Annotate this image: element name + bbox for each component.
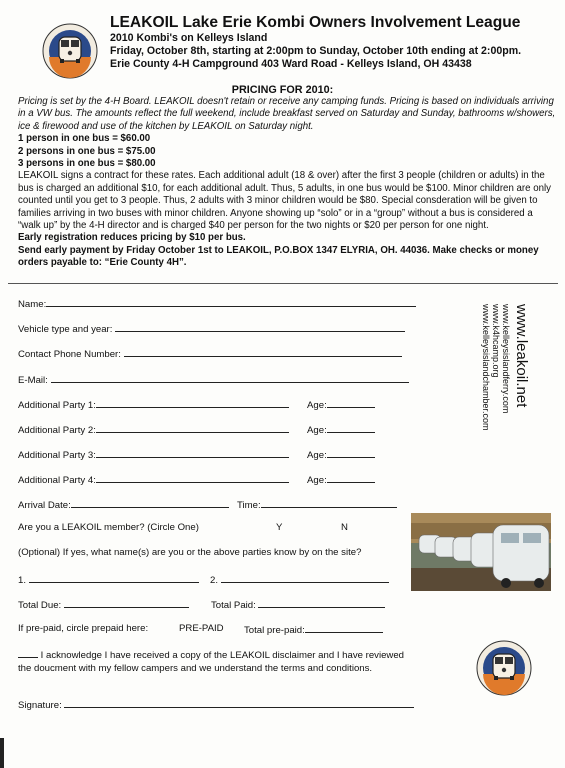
arrival-row [18,498,229,511]
header [110,14,555,71]
total-due-field[interactable] [64,598,189,608]
website-4h-camp[interactable]: www.k4hcamp.org [491,304,501,378]
party-3-field[interactable] [96,448,289,458]
total-prepaid-field[interactable] [305,623,383,633]
email-row [18,373,409,386]
divider [8,283,558,284]
pricing-details: LEAKOIL signs a contract for these rates. Each additional adult (18 & over) after the first 3 people (children or adults) in the bus is charged an additional $10, for each additional adult. Thus, 5 adults, in one bus would be $100. Minor children are only counted until you get to 3 people. Thus, 2 adults with 3 minor children would be $80. Special consderation will be given to families arriving in two buses with minor children. Anyone showing up “solo” or in a “group” without a bus is considered a “walk up” by the 4-H director and is charged $40 per person for the two nights or $20 per person for one night. [18,170,551,232]
phone-row [18,347,402,360]
acknowledgement [18,648,408,675]
member-yes-option[interactable]: Y [276,522,283,533]
event-location: Erie County 4-H Campground 403 Ward Road - Kelleys Island, OH 43438 [110,58,472,70]
signature-row [18,698,414,711]
site-name-1-field[interactable] [29,573,199,583]
scan-edge [0,738,4,768]
party-3-age-field[interactable] [327,448,375,458]
total-due-label: Total Due: [18,600,62,611]
price-tier-2: 2 persons in one bus = $75.00 [18,145,156,157]
party-2-label: Additional Party 2: [18,425,96,436]
time-label: Time: [237,500,261,511]
party-1-row [18,398,289,411]
party-2-row [18,423,289,436]
name-row [18,297,416,310]
party-1-label: Additional Party 1: [18,400,96,411]
pricing-heading: PRICING FOR 2010: [231,84,334,96]
leakoil-logo-top [42,23,98,79]
age-label: Age: [307,425,327,436]
party-1-field[interactable] [96,398,289,408]
total-paid-label: Total Paid: [211,600,256,611]
vw-buses-photo [411,513,551,591]
party-3-age [307,448,375,461]
time-field[interactable] [261,498,397,508]
payment-instructions: Send early payment by Friday October 1st to LEAKOIL, P.O.BOX 1347 ELYRIA, OH. 44036. Make checks or money orders payable to: “Erie County 4H”. [18,244,539,269]
party-4-age [307,473,375,486]
party-4-field[interactable] [96,473,289,483]
age-label: Age: [307,400,327,411]
site-name-2-row [210,573,389,586]
party-1-age [307,398,375,411]
leakoil-logo-bottom [476,640,532,696]
price-tier-3: 3 persons in one bus = $80.00 [18,158,156,170]
price-tier-1: 1 person in one bus = $60.00 [18,133,151,145]
website-main[interactable]: www.leakoil.net [513,304,530,408]
event-dates: Friday, October 8th, starting at 2:00pm to Sunday, October 10th ending at 2:00pm. [110,45,522,57]
vw-buses-image [411,513,551,591]
age-label: Age: [307,450,327,461]
name-field[interactable] [46,297,416,307]
vw-bus-logo-icon [476,640,532,696]
vw-bus-logo-icon [42,23,98,79]
member-no-option[interactable]: N [341,522,348,533]
party-1-age-field[interactable] [327,398,375,408]
signature-field[interactable] [64,698,414,708]
site-name-1-label: 1. [18,575,27,586]
event-subtitle: 2010 Kombi's on Kelleys Island [110,32,268,44]
pricing-section [18,96,558,270]
time-row [237,498,397,511]
party-3-label: Additional Party 3: [18,450,96,461]
acknowledgement-text: I acknowledge I have received a copy of the LEAKOIL disclaimer and I have reviewed the doucment with my fellow campers and we understand the terms and conditions. [18,650,405,674]
site-name-2-label: 2. [210,575,219,586]
total-prepaid-row [244,623,383,636]
party-3-row [18,448,289,461]
party-4-label: Additional Party 4: [18,475,96,486]
phone-field[interactable] [124,347,402,357]
total-due-row [18,598,189,611]
phone-label: Contact Phone Number: [18,349,121,360]
website-ferry[interactable]: www.kelleysislandferry.com [501,304,511,414]
total-prepaid-label: Total pre-paid: [244,625,305,636]
arrival-field[interactable] [71,498,229,508]
optional-question: (Optional) If yes, what name(s) are you or the above parties know by on the site? [18,547,362,558]
prepaid-option[interactable]: PRE-PAID [179,623,224,634]
arrival-label: Arrival Date: [18,500,71,511]
event-title: LEAKOIL Lake Erie Kombi Owners Involvement League [110,14,521,31]
age-label: Age: [307,475,327,486]
party-2-field[interactable] [96,423,289,433]
party-2-age [307,423,375,436]
member-question: Are you a LEAKOIL member? (Circle One) [18,522,199,533]
website-list [481,304,530,431]
site-name-2-field[interactable] [221,573,389,583]
prepaid-question: If pre-paid, circle prepaid here: [18,623,149,634]
email-field[interactable] [51,373,409,383]
name-label: Name: [18,299,47,310]
email-label: E-Mail: [18,375,48,386]
early-registration-note: Early registration reduces pricing by $10 per bus. [18,232,246,244]
vehicle-label: Vehicle type and year: [18,324,113,335]
site-name-1-row [18,573,199,586]
party-2-age-field[interactable] [327,423,375,433]
website-chamber[interactable]: www.kelleysislandchamber.com [481,304,491,431]
total-paid-row [211,598,385,611]
signature-label: Signature: [18,700,62,711]
party-4-row [18,473,289,486]
pricing-intro: Pricing is set by the 4-H Board. LEAKOIL doesn't retain or receive any camping funds. Pricing is based on individuals arriving in a VW bus. The amounts reflect the full weekend, include breakfast served on Saturday and Sunday, bathrooms w/showers, ice & firewood and use of the kitchen by LEAKOIL on Saturday night. [18,96,556,132]
vehicle-row [18,322,405,335]
party-4-age-field[interactable] [327,473,375,483]
total-paid-field[interactable] [258,598,385,608]
vehicle-field[interactable] [115,322,405,332]
acknowledge-checkbox-line[interactable] [18,648,38,658]
